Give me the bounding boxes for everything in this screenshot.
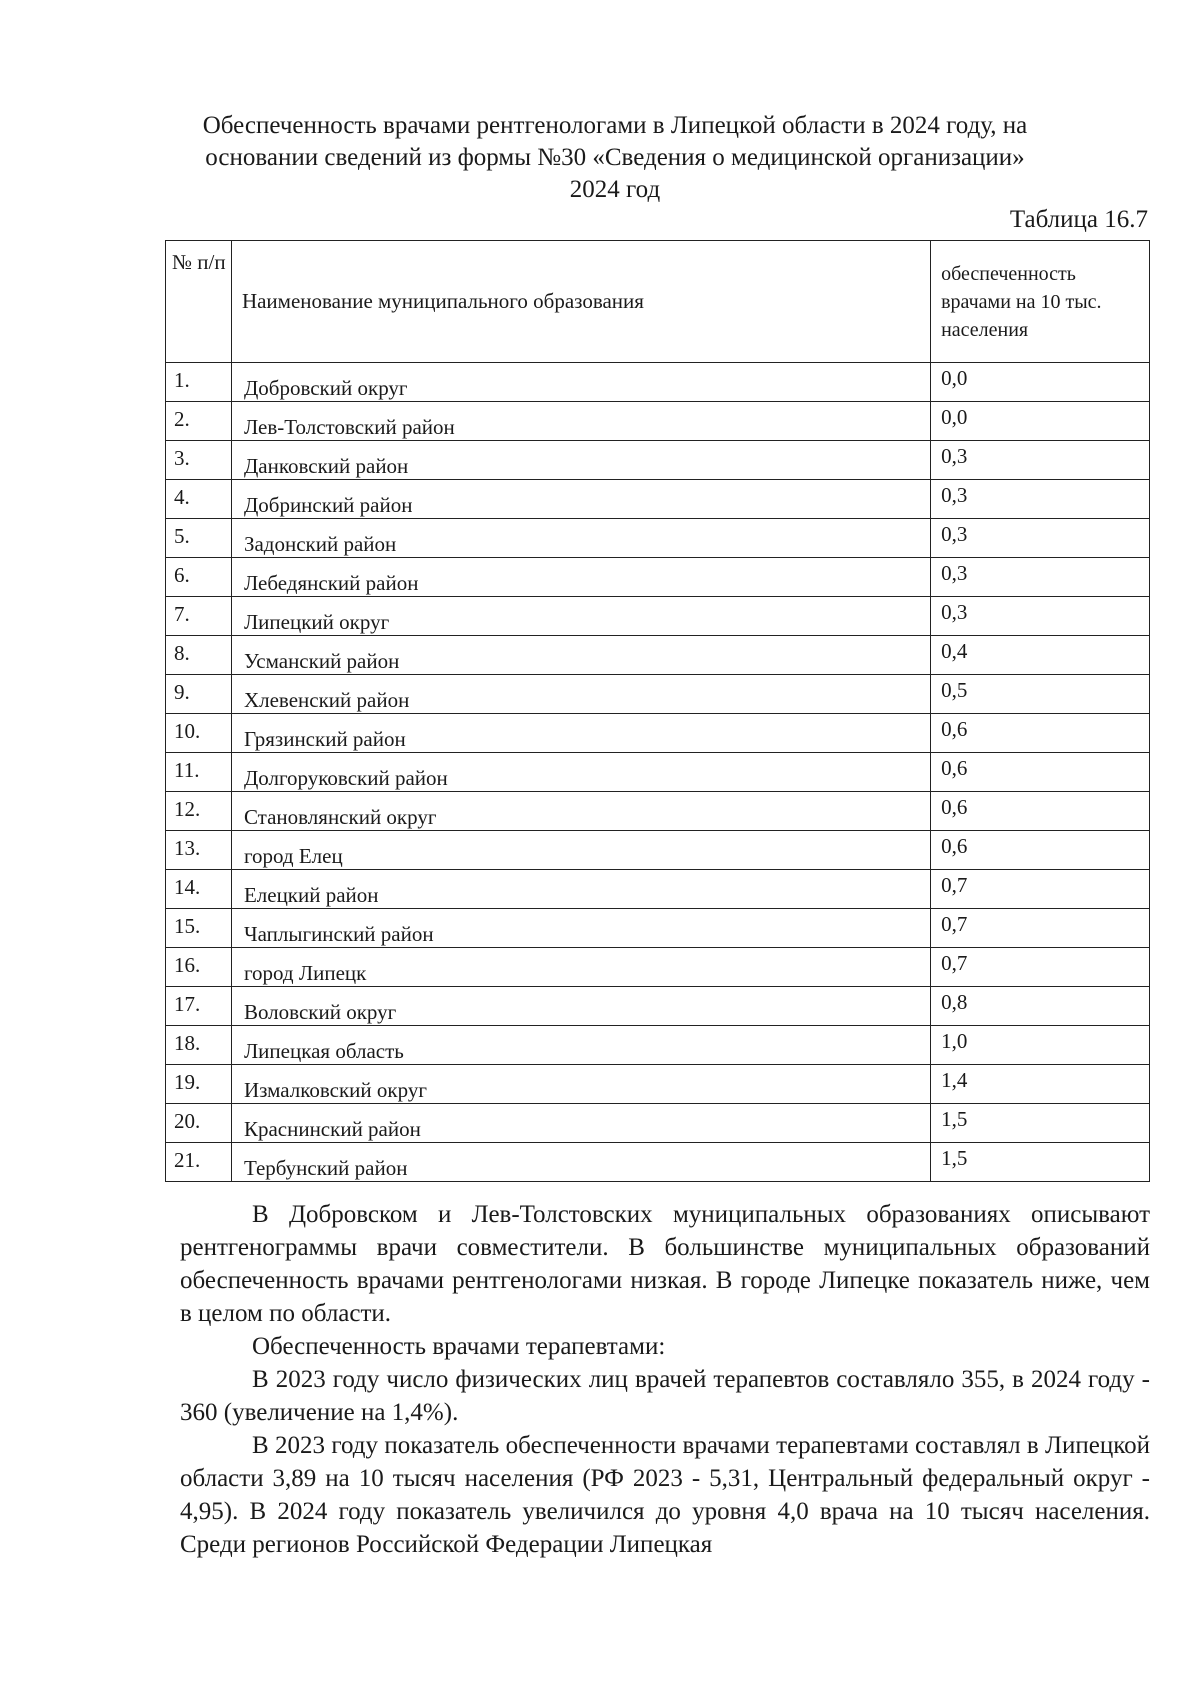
table-row (166, 1143, 1150, 1182)
row-name: Липецкая область (231, 1026, 930, 1065)
row-num: 16. (166, 948, 232, 987)
table-row (166, 480, 1150, 519)
paragraph: В 2023 году показатель обеспеченности врачами терапевтами составлял в Липецкой области 3,89 на 10 тысяч населения (РФ 2023 - 5,31, Центральный федеральный округ - 4,95). В 2024 году показатель увеличился до уровня 4,0 врача на 10 тысяч населения. Среди регионов Российской Федерации Липецкая (180, 1432, 1150, 1558)
table-row (166, 675, 1150, 714)
row-value: 0,3 (931, 441, 1150, 480)
table-header-row (166, 241, 1150, 363)
table-row (166, 831, 1150, 870)
row-num: 14. (166, 870, 232, 909)
row-num: 3. (166, 441, 232, 480)
row-name: город Липецк (231, 948, 930, 987)
title-line-3: 2024 год (569, 176, 661, 203)
row-name: Лебедянский район (231, 558, 930, 597)
table-row (166, 519, 1150, 558)
row-name: Данковский район (231, 441, 930, 480)
row-name: Добровский округ (231, 363, 930, 402)
row-num: 8. (166, 636, 232, 675)
row-value: 0,5 (931, 675, 1150, 714)
row-name: Елецкий район (231, 870, 930, 909)
table-row (166, 792, 1150, 831)
table-body (166, 363, 1150, 1182)
row-value: 0,0 (931, 402, 1150, 441)
row-name: Грязинский район (231, 714, 930, 753)
row-value: 0,8 (931, 987, 1150, 1026)
row-num: 7. (166, 597, 232, 636)
doctors-table (165, 240, 1150, 1182)
table-row (166, 714, 1150, 753)
table-row (166, 1065, 1150, 1104)
row-num: 4. (166, 480, 232, 519)
table-label: Таблица 16.7 (1009, 206, 1148, 233)
row-value: 0,7 (931, 909, 1150, 948)
row-value: 0,6 (931, 714, 1150, 753)
table-row (166, 441, 1150, 480)
row-name: Усманский район (231, 636, 930, 675)
row-value: 0,6 (931, 831, 1150, 870)
row-name: Измалковский округ (231, 1065, 930, 1104)
row-name: Задонский район (231, 519, 930, 558)
row-name: Долгоруковский район (231, 753, 930, 792)
row-value: 0,3 (931, 597, 1150, 636)
row-num: 20. (166, 1104, 232, 1143)
table-row (166, 636, 1150, 675)
row-num: 6. (166, 558, 232, 597)
row-num: 19. (166, 1065, 232, 1104)
row-name: Добринский район (231, 480, 930, 519)
row-value: 1,4 (931, 1065, 1150, 1104)
row-value: 1,5 (931, 1143, 1150, 1182)
table-row (166, 1104, 1150, 1143)
row-num: 12. (166, 792, 232, 831)
body-text (180, 1198, 1150, 1561)
paragraph: В Добровском и Лев-Толстовских муниципальных образованиях описывают рентгенограммы врачи совместители. В большинстве муниципальных образований обеспеченность врачами рентгенологами низкая. В городе Липецке показатель ниже, чем в целом по области. (180, 1201, 1150, 1327)
row-value: 0,4 (931, 636, 1150, 675)
row-name: Хлевенский район (231, 675, 930, 714)
title-line-1: Обеспеченность врачами рентгенологами в Липецкой области в 2024 году, на (202, 112, 1028, 139)
table-row (166, 363, 1150, 402)
row-name: Липецкий округ (231, 597, 930, 636)
row-num: 5. (166, 519, 232, 558)
row-num: 9. (166, 675, 232, 714)
row-num: 15. (166, 909, 232, 948)
row-value: 0,3 (931, 519, 1150, 558)
header-num: № п/п (166, 241, 232, 363)
row-num: 21. (166, 1143, 232, 1182)
row-num: 10. (166, 714, 232, 753)
table-row (166, 558, 1150, 597)
table-row (166, 948, 1150, 987)
row-num: 1. (166, 363, 232, 402)
table-row (166, 597, 1150, 636)
table-row (166, 753, 1150, 792)
row-num: 13. (166, 831, 232, 870)
row-value: 0,7 (931, 948, 1150, 987)
row-value: 0,6 (931, 792, 1150, 831)
header-value: обеспеченность врачами на 10 тыс. населения (931, 241, 1150, 363)
row-name: Чаплыгинский район (231, 909, 930, 948)
table-row (166, 987, 1150, 1026)
row-name: город Елец (231, 831, 930, 870)
row-value: 0,6 (931, 753, 1150, 792)
row-name: Становлянский округ (231, 792, 930, 831)
row-name: Тербунский район (231, 1143, 930, 1182)
table-row (166, 402, 1150, 441)
table-row (166, 909, 1150, 948)
row-value: 0,3 (931, 558, 1150, 597)
document-title (150, 110, 1080, 206)
row-name: Лев-Толстовский район (231, 402, 930, 441)
table-row (166, 870, 1150, 909)
row-num: 18. (166, 1026, 232, 1065)
row-value: 0,7 (931, 870, 1150, 909)
row-name: Воловский округ (231, 987, 930, 1026)
row-num: 17. (166, 987, 232, 1026)
row-value: 1,0 (931, 1026, 1150, 1065)
row-value: 0,0 (931, 363, 1150, 402)
row-num: 11. (166, 753, 232, 792)
row-name: Краснинский район (231, 1104, 930, 1143)
paragraph: В 2023 году число физических лиц врачей терапевтов составляло 355, в 2024 году - 360 (увеличение на 1,4%). (180, 1366, 1150, 1426)
row-value: 1,5 (931, 1104, 1150, 1143)
header-name: Наименование муниципального образования (231, 241, 930, 363)
table-row (166, 1026, 1150, 1065)
row-num: 2. (166, 402, 232, 441)
title-line-2: основании сведений из формы №30 «Сведения о медицинской организации» (205, 144, 1025, 171)
row-value: 0,3 (931, 480, 1150, 519)
paragraph: Обеспеченность врачами терапевтами: (252, 1333, 666, 1360)
